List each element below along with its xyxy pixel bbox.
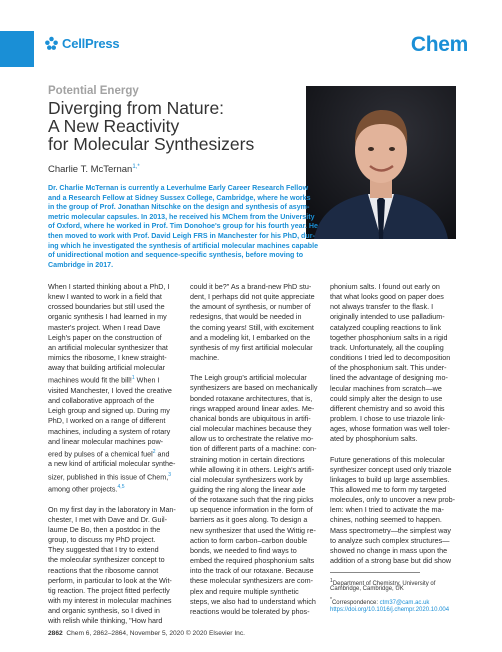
text-line: with relish while thinking, "How hard	[48, 616, 163, 626]
article-category: Potential Energy	[48, 85, 139, 97]
text-line: up sequence information in the form of	[190, 505, 313, 515]
bio-line: of unidirectional motion and sequence-specific synthesis, before moving to	[48, 251, 304, 260]
text-line: showed no change in mass upon the	[330, 545, 448, 555]
text-line: these molecular synthesizers are com-	[190, 576, 314, 586]
article-title-line-3: for Molecular Synthesizers	[48, 134, 255, 154]
text-line: visited Manchester, I loved the creative	[48, 385, 172, 395]
text-line: This allowed me to form my targeted	[330, 484, 447, 494]
author-bio	[48, 184, 458, 270]
text-line: synthesis of my first artificial molecular	[190, 342, 313, 352]
doi-text[interactable]: https://doi.org/10.1016/j.chempr.2020.10.004	[330, 607, 450, 613]
text-fragment: When I	[134, 375, 160, 385]
text-line: Mass spectrometry—the simplest way	[330, 525, 452, 535]
text-line: could simply alter the design to use	[330, 393, 443, 403]
bio-line: and a Research Fellow at Sidney Sussex College, Cambridge, where he works	[48, 193, 311, 202]
journal-name[interactable]: Chem	[410, 33, 468, 56]
text-line: of the rotaxane such that the ring picks	[190, 495, 314, 505]
affiliation-text: Department of Chemistry, University of	[332, 581, 436, 587]
text-line: with my interest in molecular machines	[48, 596, 172, 606]
cellpress-logo[interactable]	[44, 36, 119, 51]
text-line: tion of different parts of a machine: con-	[190, 444, 317, 454]
text-line	[48, 470, 173, 483]
text-line: allow us to orchestrate the relative mo-	[190, 434, 314, 444]
text-line: cial molecular synthesizers work by	[190, 474, 303, 484]
text-line: reactions would be tolerated by phos-	[190, 606, 310, 616]
page-footer	[48, 630, 245, 637]
text-line: lem: when I tried to activate the ma-	[330, 505, 444, 515]
text-line: lecular machines from scratch—we	[330, 383, 442, 393]
text-line: could it be?" As a brand-new PhD stu-	[190, 282, 312, 291]
text-line: while allowing it in others. Leigh's artifi-	[190, 464, 315, 474]
text-line: and collaborative approach of the	[48, 396, 155, 406]
text-line: different chemistry and so avoid this	[330, 403, 445, 413]
citation-line: Chem 6, 2862–2864, November 5, 2020 © 2020 Elsevier Inc.	[66, 630, 245, 637]
author-affiliation-mark[interactable]: 1,*	[132, 164, 140, 170]
text-line: bonded rotaxane architectures, that is,	[190, 393, 313, 403]
text-line: reactions that the ribosome cannot	[48, 565, 159, 575]
text-fragment: sizer, published in this issue of Chem,	[48, 471, 169, 481]
text-line: track. Unfortunately, all the coupling	[330, 342, 444, 352]
footnote-divider	[330, 572, 420, 573]
text-line	[48, 447, 173, 460]
text-line: organic synthesis I had learned in my	[48, 312, 167, 322]
bio-line: then moved to work with Prof. David Leigh FRS in Manchester for his PhD, dur-	[48, 231, 315, 240]
text-line: addition of a strong base but did show	[330, 556, 452, 566]
text-line: and a modeling kit, I embarked on the	[190, 332, 311, 342]
text-line: to analyze such complex structures—	[330, 535, 450, 545]
text-line: The Leigh group's artificial molecular	[190, 373, 307, 383]
text-line: plex and require multiple synthetic	[190, 586, 299, 596]
text-line: an artificial molecular synthesizer that	[48, 342, 168, 352]
text-line: straining motion in certain directions	[190, 454, 305, 464]
text-line: PhD, I worked on a range of different	[48, 416, 166, 426]
correspondence-mark: *	[330, 597, 332, 603]
text-line: chester, I met with Dave and Dr. Guil-	[48, 514, 168, 524]
text-line: ages, whose formation was well toler-	[330, 424, 450, 434]
text-line: the coming years! Still, with excitement	[190, 322, 314, 332]
text-line: master's project. When I read Dave	[48, 322, 161, 332]
text-fragment: machines would fit the bill!	[48, 375, 132, 385]
text-line: guiding the ring along the linear axle	[190, 484, 306, 494]
brand-color-tab	[0, 31, 34, 67]
cellpress-logo-icon	[44, 36, 59, 51]
text-line: molecules, only to uncover a new prob-	[330, 495, 456, 505]
reference-1-link[interactable]: 1	[131, 375, 135, 382]
text-line: crossed boundaries but still used the	[48, 302, 165, 312]
text-line: barriers as it goes along. To design a	[190, 515, 308, 525]
text-line: of the phosphonium salt. This under-	[330, 363, 447, 373]
text-line: mimics the ribosome, I knew straight-	[48, 353, 167, 363]
text-line: synthesizers are based on mechanically	[190, 383, 318, 393]
doi-link[interactable]	[330, 606, 449, 614]
text-line: away that building artificial molecular	[48, 363, 166, 373]
reference-4-5-link[interactable]: 4,5	[117, 484, 125, 491]
body-column-3	[330, 282, 455, 566]
correspondence-email-link[interactable]: ctm37@cam.ac.uk	[379, 600, 430, 606]
body-column-1	[48, 282, 176, 627]
text-line: lined the advantage of designing mo-	[330, 373, 448, 383]
text-line: cial molecular machines because they	[190, 424, 312, 434]
author-name[interactable]: Charlie T. McTernan	[48, 164, 133, 176]
text-line	[48, 482, 173, 495]
text-line: into the track of our rotaxane. Because	[190, 566, 314, 576]
text-line: chines, nothing seemed to happen.	[330, 515, 442, 525]
text-line: catalyzed coupling reactions to link	[330, 322, 442, 332]
text-line: ated by phosphonium salts.	[330, 434, 418, 444]
text-line: the molecular synthesizer concept to	[48, 555, 165, 565]
article-title-line-1: Diverging from Nature:	[48, 98, 225, 118]
text-line: On my first day in the laboratory in Man-	[48, 504, 176, 514]
reference-3-link[interactable]: 3	[168, 471, 172, 478]
text-line	[48, 373, 173, 386]
text-line: Leigh group and signed up. During my	[48, 406, 170, 416]
text-fragment: and	[155, 449, 170, 459]
text-line: and linear molecular machines pow-	[48, 436, 164, 446]
text-line: and organic synthesis, so I dived in	[48, 606, 160, 616]
text-line: conditions I tried led to decomposition	[330, 353, 451, 363]
bio-line: Dr. Charlie McTernan is currently a Leverhulme Early Career Research Fellow	[48, 184, 309, 192]
text-line: bonds, we needed to find ways to	[190, 545, 297, 555]
text-line: together phosphonium salts in a rigid	[330, 332, 448, 342]
text-line: When I started thinking about a PhD, I	[48, 282, 170, 291]
reference-2-link[interactable]: 2	[152, 448, 156, 455]
text-line: machine.	[190, 353, 220, 363]
bio-line: Cambridge in 2017.	[48, 260, 114, 269]
text-line: embed the required phosphonium salts	[190, 556, 315, 566]
body-column-2	[190, 282, 318, 617]
text-line: action to form carbon–carbon double	[190, 535, 308, 545]
text-line: problem. I chose to use triazole link-	[330, 414, 446, 424]
text-line: a new kind of artificial molecular synthe-	[48, 459, 176, 469]
text-line: phonium salts. I found out early on	[330, 282, 440, 291]
text-fragment: ered by pulses of a chemical fuel	[48, 449, 153, 459]
text-line: steps, we also had to understand which	[190, 596, 316, 606]
text-line: They suggested that I try to extend	[48, 545, 159, 555]
text-line: rings wrapped around linear axles. Me-	[190, 403, 315, 413]
article-title-line-2: A New Reactivity	[48, 116, 180, 136]
affiliation-footnote-cont: Cambridge, Cambridge, UK	[330, 586, 404, 592]
text-line: chanical bonds are ubiquitous in artifi-	[190, 413, 311, 423]
text-line: group, to discuss my PhD project.	[48, 535, 156, 545]
author-line	[48, 164, 140, 175]
text-line: perform, in particular to look at the Wit-	[48, 575, 172, 585]
text-line: that what looks good on paper does	[330, 292, 444, 302]
text-line: the amount of synthesis, or number of	[190, 302, 311, 312]
text-line: laume De Bo, then a postdoc in the	[48, 525, 161, 534]
bio-line: metric molecular capsules. In 2013, he received his MChem from the University	[48, 212, 315, 221]
text-line: Future generations of this molecular	[330, 454, 445, 464]
publisher-name: CellPress	[62, 36, 120, 51]
text-line: machines, including a system of rotary	[48, 426, 171, 436]
text-line: originally intended to use palladium-	[330, 312, 445, 322]
text-fragment: among other projects.	[48, 484, 118, 494]
bio-line: of Oxford, where he worked in Prof. Tim Donohoe's group for his fourth year. He	[48, 222, 318, 231]
text-line: new synthesizer that used the Wittig re-	[190, 525, 316, 535]
text-line: dent, I perhaps did not quite appreciate	[190, 292, 315, 302]
text-line: synthesizer concept used only triazole	[330, 464, 452, 474]
bio-line: ing which he investigated the synthesis of artificial molecular machines capable	[48, 241, 319, 250]
correspondence-label: Correspondence:	[331, 600, 380, 606]
text-line: knew I wanted to work in a field that	[48, 292, 162, 302]
page-number: 2862	[48, 630, 63, 637]
text-line: redesigns, that would be needed in	[190, 312, 302, 322]
text-line: tig reaction. The project fitted perfectly	[48, 585, 170, 595]
bio-line: in the group of Prof. Jonathan Nitschke on the design and synthesis of asym-	[48, 203, 310, 212]
text-line: linkages to build up large assemblies.	[330, 474, 450, 484]
text-line: Leigh's paper on the construction of	[48, 332, 162, 342]
affiliation-mark: 1	[330, 578, 333, 584]
text-line: not always transfer to the flask. I	[330, 302, 434, 312]
